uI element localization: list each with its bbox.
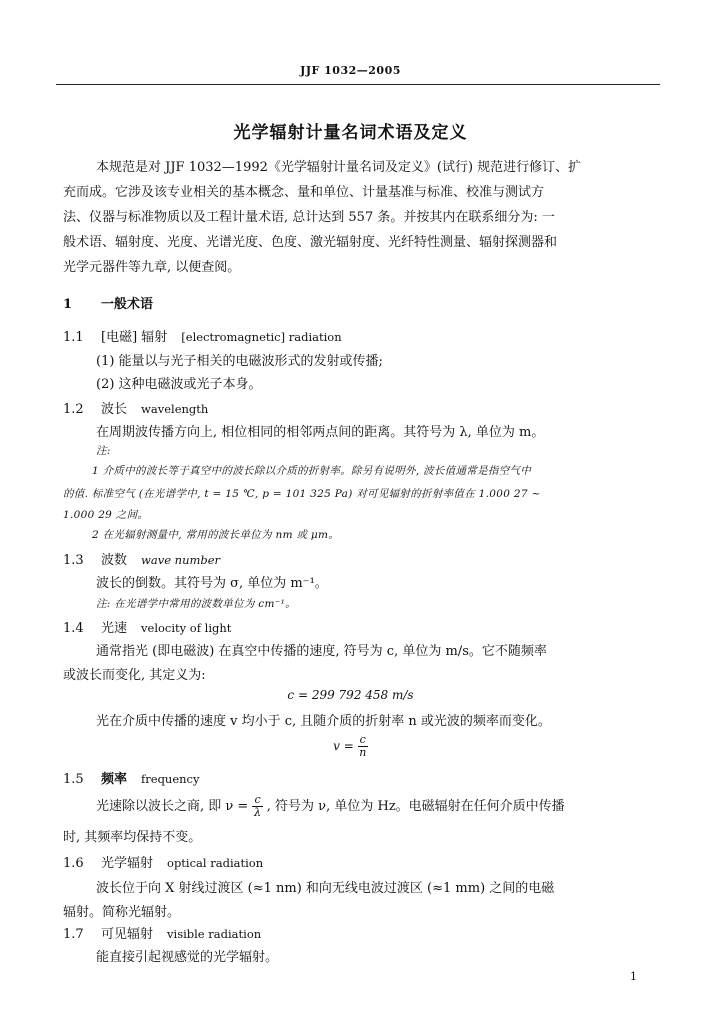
- term-1-2-note-1b: 的值. 标准空气 (在光谱学中, t = 15 ℃, p = 101 325 Pa) 对可见辐射的折射率值在 1.000 27 ~: [63, 488, 541, 500]
- term-zh: 波长: [101, 402, 128, 417]
- term-number: 1.2: [63, 402, 84, 417]
- term-1-6-heading: [63, 852, 263, 871]
- fraction-numerator: c: [254, 793, 261, 806]
- term-1-5-line-2: 时, 其频率均保持不变。: [63, 830, 202, 845]
- term-1-4-line-3: 光在介质中传播的速度 v 均小于 c, 且随介质的折射率 n 或光波的频率而变化。: [96, 714, 551, 729]
- term-1-7-heading: [63, 923, 261, 942]
- term-1-3-heading: [63, 549, 220, 568]
- chapter-number: 1: [63, 297, 73, 312]
- term-1-2-heading: [63, 398, 208, 417]
- term-1-5-line-1b: , 符号为 ν, 单位为 Hz。电磁辐射在任何介质中传播: [266, 799, 565, 814]
- term-1-2-notes-label: 注:: [96, 445, 111, 457]
- header-rule: [56, 84, 660, 85]
- term-1-2-note-1a: 1 介质中的波长等于真空中的波长除以介质的折射率。除另有说明外, 波长值通常是指空气中: [92, 465, 532, 477]
- term-1-2-note-2: 2 在光辐射测量中, 常用的波长单位为 nm 或 μm。: [92, 529, 340, 541]
- term-1-7-body: 能直接引起视感觉的光学辐射。: [96, 950, 279, 965]
- term-zh: [电磁] 辐射: [101, 330, 168, 345]
- chapter-title: 一般术语: [101, 297, 154, 312]
- term-zh: 光速: [101, 621, 128, 636]
- term-1-6-line-1: 波长位于向 X 射线过渡区 (≈1 nm) 和向无线电波过渡区 (≈1 mm) 之间的电磁: [96, 881, 555, 896]
- term-en: optical radiation: [167, 856, 264, 870]
- term-number: 1.4: [63, 621, 84, 636]
- term-number: 1.7: [63, 927, 84, 942]
- term-1-6-line-2: 辐射。简称光辐射。: [63, 905, 181, 920]
- fraction-denominator: λ: [254, 806, 262, 819]
- term-1-2-body: 在周期波传播方向上, 相位相同的相邻两点间的距离。其符号为 λ, 单位为 m。: [96, 425, 545, 440]
- term-number: 1.1: [63, 330, 84, 345]
- term-1-1-line-2: (2) 这种电磁波或光子本身。: [96, 377, 262, 392]
- term-1-3-body: 波长的倒数。其符号为 σ, 单位为 m⁻¹。: [96, 576, 328, 591]
- term-number: 1.5: [63, 772, 84, 787]
- term-number: 1.6: [63, 856, 84, 871]
- intro-line-5: 光学元器件等九章, 以便查阅。: [63, 260, 241, 275]
- document-title: 光学辐射计量名词术语及定义: [233, 123, 468, 143]
- term-1-1-heading: [63, 326, 342, 345]
- intro-line-1: 本规范是对 JJF 1032—1992《光学辐射计量名词及定义》(试行) 规范进行修订、扩: [96, 160, 582, 175]
- term-zh: 可见辐射: [101, 927, 154, 942]
- frequency-fraction: [252, 794, 262, 819]
- velocity-formula: [0, 734, 701, 759]
- intro-line-2: 充而成。它涉及该专业相关的基本概念、量和单位、计量基准与标准、校准与测试方: [63, 185, 545, 200]
- term-zh: 波数: [101, 553, 128, 568]
- term-1-5-heading: [63, 768, 200, 787]
- term-1-5-line-1a: 光速除以波长之商, 即 ν =: [96, 799, 249, 814]
- running-header: JJF 1032—2005: [300, 64, 401, 77]
- speed-of-light-formula: c = 299 792 458 m/s: [287, 688, 414, 702]
- term-1-2-note-1c: 1.000 29 之间。: [63, 509, 149, 521]
- term-en: visible radiation: [167, 927, 262, 941]
- page-number: 1: [630, 970, 637, 983]
- velocity-fraction: [358, 734, 368, 759]
- fraction-numerator: c: [359, 733, 366, 746]
- term-1-5-line-1: [96, 794, 565, 819]
- term-1-4-heading: [63, 617, 231, 636]
- fraction-denominator: n: [359, 746, 367, 759]
- velocity-formula-lhs: v =: [333, 739, 354, 753]
- term-1-4-line-1: 通常指光 (即电磁波) 在真空中传播的速度, 符号为 c, 单位为 m/s。它不随频率: [96, 644, 547, 659]
- term-en: [electromagnetic] radiation: [181, 330, 342, 344]
- intro-line-4: 般术语、辐射度、光度、光谱光度、色度、激光辐射度、光纤特性测量、辐射探测器和: [63, 235, 558, 250]
- term-1-3-note: 注: 在光谱学中常用的波数单位为 cm⁻¹。: [96, 598, 296, 610]
- term-1-1-line-1: (1) 能量以与光子相关的电磁波形式的发射或传播;: [96, 354, 383, 369]
- term-1-4-line-2: 或波长而变化, 其定义为:: [63, 668, 206, 683]
- term-number: 1.3: [63, 553, 84, 568]
- intro-line-3: 法、仪器与标准物质以及工程计量术语, 总计达到 557 条。并按其内在联系细分为: 一: [63, 210, 555, 225]
- term-en: wave number: [141, 553, 221, 567]
- term-en: wavelength: [141, 402, 209, 416]
- term-en: velocity of light: [141, 621, 232, 635]
- term-en: frequency: [141, 772, 200, 786]
- chapter-heading: [63, 293, 153, 312]
- term-zh: 光学辐射: [101, 856, 154, 871]
- term-zh: 频率: [101, 772, 128, 787]
